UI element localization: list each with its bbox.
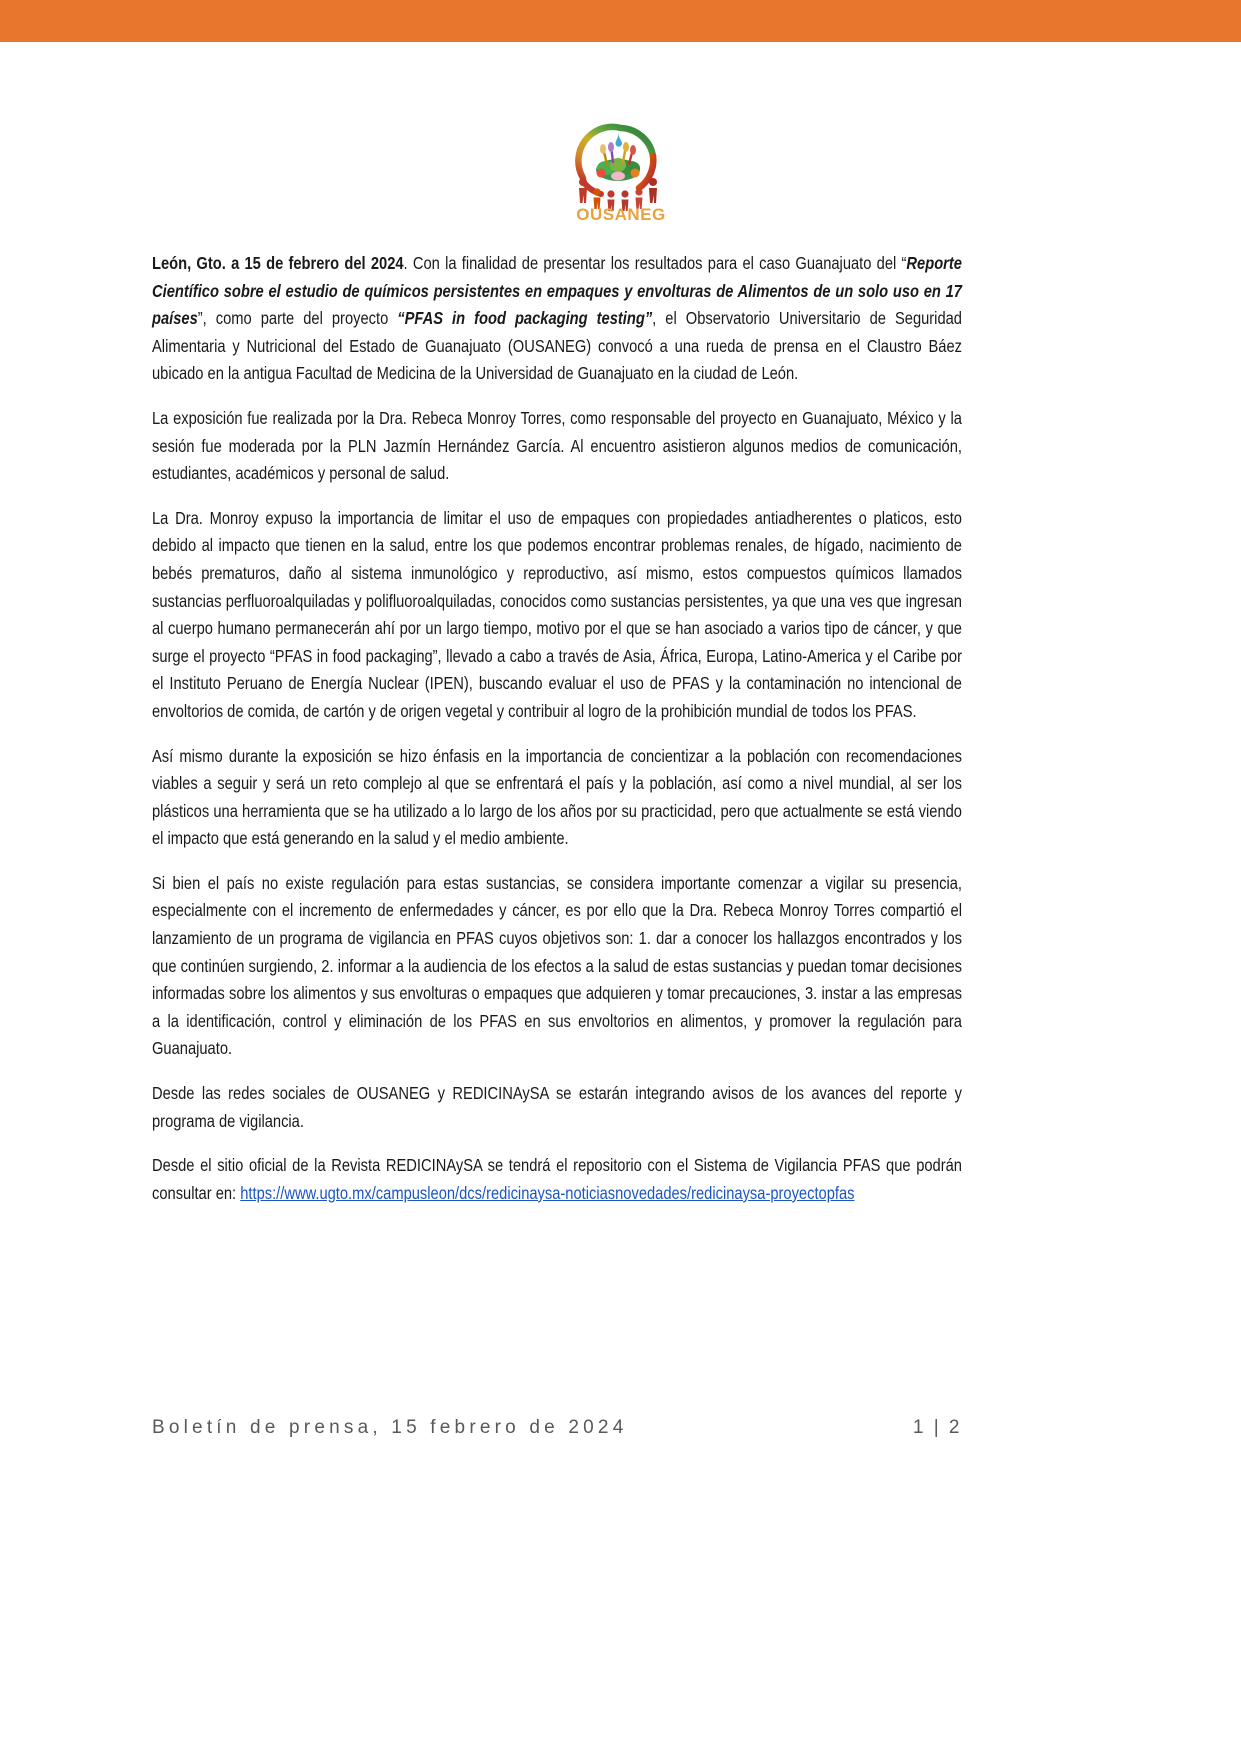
- paragraph-1-text-b: ”, como parte del proyecto: [197, 308, 398, 329]
- paragraph-4: [152, 743, 962, 853]
- project-title-italic: “PFAS in food packaging testing”: [397, 308, 653, 329]
- paragraph-1-text-a: . Con la finalidad de presentar los resultados para el caso Guanajuato del “: [403, 253, 907, 273]
- header-accent-band: [0, 0, 1241, 42]
- paragraph-7: [152, 1152, 962, 1207]
- ousaneg-logo-icon: [561, 104, 681, 222]
- document-body: [152, 250, 962, 1224]
- paragraph-2-text: La exposición fue realizada por la Dra. Rebeca Monroy Torres, como responsable del proyecto en Guanajuato, México y la sesión fue moderada por la PLN Jazmín Hernández García. Al encuentro asistieron algunos medios de comunicación, estudiantes, académicos y personal de salud.: [152, 407, 962, 484]
- logo-block: [0, 104, 1241, 227]
- document-page: [0, 42, 1241, 1754]
- paragraph-1-text-c: , el Observatorio Universitario de Seguridad Alimentaria y Nutricional del Estado de Guanajuato (OUSANEG) convocó a una rueda de prensa en el Claustro Báez ubicado en la antigua Facultad de Medicina de la Universidad de Guanajuato en la ciudad de León.: [152, 308, 962, 384]
- report-title-italic: Reporte Científico sobre el estudio de químicos persistentes en empaques y envolturas de Alimentos de un solo uso en 17 países: [152, 253, 962, 329]
- paragraph-5: [152, 870, 962, 1063]
- paragraph-6-text: Desde las redes sociales de OUSANEG y REDICINAySA se estarán integrando avisos de los avances del reporte y programa de vigilancia.: [152, 1083, 962, 1131]
- paragraph-4-text: Así mismo durante la exposición se hizo énfasis en la importancia de concientizar a la población con recomendaciones viables a seguir y será un reto complejo al que se enfrentará el país y la población, así como a nivel mundial, al ser los plásticos una herramienta que se ha utilizado a lo largo de los años por su practicidad, pero que actualmente se está viendo el impacto que está generando en la salud y el medio ambiente.: [152, 745, 962, 849]
- paragraph-1: [152, 250, 962, 388]
- paragraph-3-text: La Dra. Monroy expuso la importancia de limitar el uso de empaques con propiedades antiadherentes o platicos, esto debido al impacto que tienen en la salud, entre los que podemos encontrar problemas renales, de hígado, nacimiento de bebés prematuros, daño al sistema inmunológico y reproductivo, así mismo, estos compuestos químicos llamados sustancias perfluoroalquiladas y polifluoroalquiladas, conocidos como sustancias persistentes, ya que una ves que ingresan al cuerpo humano permanecerán ahí por un largo tiempo, motivo por el que se han asociado a varios tipo de cáncer, y que surge el proyecto “PFAS in food packaging”, llevado a cabo a través de Asia, África, Europa, Latino-America y el Caribe por el Instituto Peruano de Energía Nuclear (IPEN), buscando evaluar el uso de PFAS y la contaminación no intencional de envoltorios de comida, de cartón y de origen vegetal y contribuir al logro de la prohibición mundial de todos los PFAS.: [152, 507, 962, 721]
- paragraph-5-text: Si bien el país no existe regulación para estas sustancias, se considera importante comenzar a vigilar su presencia, especialmente con el incremento de enfermedades y cáncer, es por ello que la Dra. Rebeca Monroy Torres compartió el lanzamiento de un programa de vigilancia en PFAS cuyos objetivos son: 1. dar a conocer los hallazgos encontrados y los que continúen surgiendo, 2. informar a la audiencia de los efectos a la salud de estas sustancias y puedan tomar decisiones informadas sobre los alimentos y sus envolturas o empaques que adquieren y tomar precauciones, 3. instar a las empresas a la identificación, control y eliminación de los PFAS en sus envoltorios en alimentos, y promover la regulación para Guanajuato.: [152, 872, 962, 1059]
- page-footer: [152, 1417, 962, 1439]
- paragraph-6: [152, 1080, 962, 1135]
- paragraph-2: [152, 405, 962, 488]
- svg-text:OUSANEG: OUSANEG: [575, 205, 666, 222]
- paragraph-3: [152, 505, 962, 726]
- dateline: León, Gto. a 15 de febrero del 2024: [152, 253, 404, 273]
- footer-caption: Boletín de prensa, 15 febrero de 2024: [152, 1417, 628, 1438]
- paragraph-7-text: Desde el sitio oficial de la Revista REDICINAySA se tendrá el repositorio con el Sistema de Vigilancia PFAS que podrán consultar en:: [152, 1155, 962, 1203]
- footer-page-number: 1 | 2: [912, 1417, 962, 1438]
- redicinaysa-pfas-link[interactable]: https://www.ugto.mx/campusleon/dcs/redicinaysa-noticiasnovedades/redicinaysa-proyectopfas: [240, 1182, 855, 1203]
